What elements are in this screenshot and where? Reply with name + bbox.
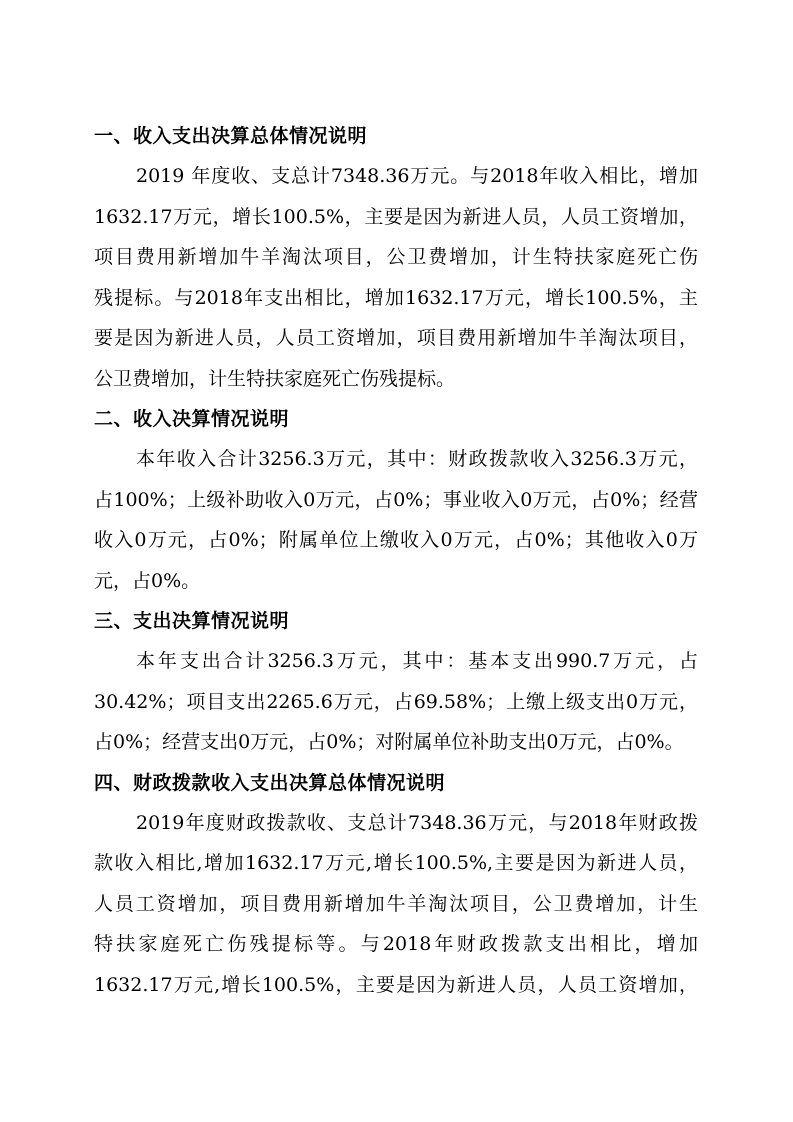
section-fiscal-appropriation-overview bbox=[94, 763, 698, 1006]
section-paragraph bbox=[94, 439, 698, 601]
paragraph-line: 1632.17万元,增长100.5%，主要是因为新进人员，人员工资增加， bbox=[94, 973, 698, 996]
paragraph-line: 残提标。与2018年支出相比，增加1632.17万元，增长100.5%，主 bbox=[94, 286, 698, 309]
paragraph-line: 项目费用新增加牛羊淘汰项目，公卫费增加，计生特扶家庭死亡伤 bbox=[94, 246, 698, 268]
paragraph-line: 30.42%；项目支出2265.6万元，占69.58%；上缴上级支出0万元， bbox=[94, 690, 698, 713]
paragraph-line: 2019年度财政拨款收、支总计7348.36万元，与2018年财政拨 bbox=[136, 811, 698, 834]
paragraph-line: 收入0万元，占0%；附属单位上缴收入0万元，占0%；其他收入0万 bbox=[94, 529, 698, 551]
section-income-expenditure-overview bbox=[94, 116, 698, 399]
paragraph-line: 人员工资增加，项目费用新增加牛羊淘汰项目，公卫费增加，计生 bbox=[94, 892, 698, 915]
section-paragraph bbox=[94, 156, 698, 399]
section-expenditure-final-accounts bbox=[94, 601, 698, 763]
section-heading: 二、收入决算情况说明 bbox=[94, 408, 290, 430]
section-heading: 三、支出决算情况说明 bbox=[94, 610, 290, 632]
section-income-final-accounts bbox=[94, 399, 698, 601]
section-heading: 四、财政拨款收入支出决算总体情况说明 bbox=[94, 771, 446, 794]
paragraph-line: 要是因为新进人员，人员工资增加，项目费用新增加牛羊淘汰项目， bbox=[94, 327, 698, 349]
paragraph-line: 占100%；上级补助收入0万元，占0%；事业收入0万元，占0%；经营 bbox=[94, 488, 698, 511]
paragraph-line: 特扶家庭死亡伤残提标等。与2018年财政拨款支出相比，增加 bbox=[94, 933, 698, 955]
paragraph-line: 公卫费增加，计生特扶家庭死亡伤残提标。 bbox=[94, 367, 456, 390]
document-body bbox=[94, 116, 698, 1005]
paragraph-line: 元，占0%。 bbox=[94, 569, 201, 592]
paragraph-line: 2019 年度收、支总计7348.36万元。与2018年收入相比，增加 bbox=[136, 165, 698, 187]
paragraph-line: 占0%；经营支出0万元，占0%；对附属单位补助支出0万元，占0%。 bbox=[94, 731, 684, 753]
paragraph-line: 本年支出合计3256.3万元，其中：基本支出990.7万元，占 bbox=[136, 650, 698, 672]
section-paragraph bbox=[94, 641, 698, 763]
section-heading: 一、收入支出决算总体情况说明 bbox=[94, 125, 368, 147]
paragraph-line: 本年收入合计3256.3万元，其中：财政拨款收入3256.3万元， bbox=[136, 448, 698, 470]
paragraph-line: 款收入相比,增加1632.17万元,增长100.5%,主要是因为新进人员， bbox=[94, 852, 698, 874]
section-paragraph bbox=[94, 803, 698, 1006]
paragraph-line: 1632.17万元，增长100.5%，主要是因为新进人员，人员工资增加， bbox=[94, 205, 698, 228]
